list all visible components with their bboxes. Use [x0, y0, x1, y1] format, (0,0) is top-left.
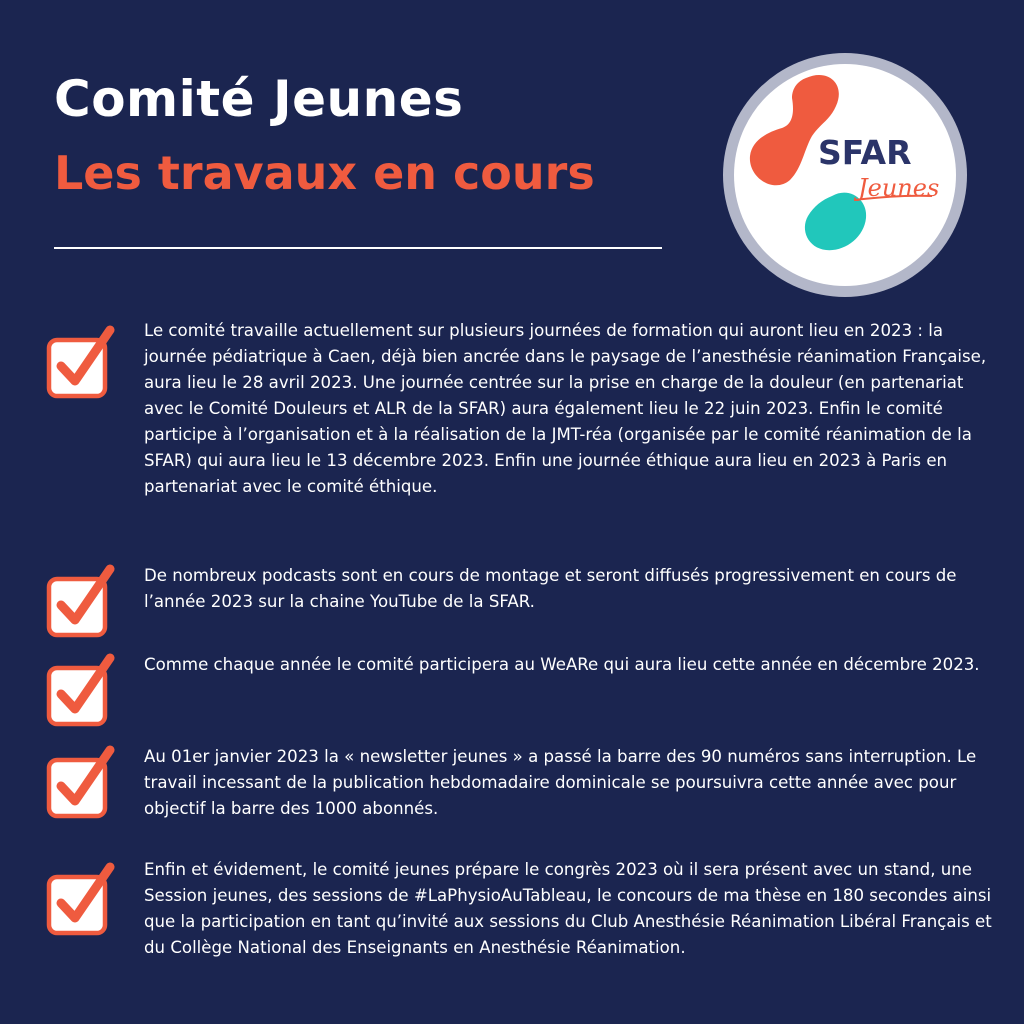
title-divider	[54, 247, 662, 249]
page-title: Comité Jeunes	[54, 70, 464, 128]
sfar-jeunes-logo	[720, 50, 970, 300]
checkbox-checked-icon	[46, 744, 116, 824]
page-subtitle: Les travaux en cours	[54, 146, 595, 200]
list-item-text: Comme chaque année le comité participera au WeARe qui aura lieu cette année en décembre 2023.	[144, 655, 980, 674]
checkbox-checked-icon	[46, 861, 116, 941]
logo-sfar-text: SFAR	[818, 133, 912, 172]
logo-jeunes-text: Jeunes	[858, 174, 940, 202]
list-item-text: De nombreux podcasts sont en cours de montage et seront diffusés progressivement en cours de l’année 2023 sur la chaine YouTube de la SFAR.	[144, 566, 957, 611]
checkbox-checked-icon	[46, 563, 116, 643]
list-item-text: Le comité travaille actuellement sur plusieurs journées de formation qui auront lieu en 2023 : la journée pédiatrique à Caen, déjà bien ancrée dans le paysage de l’anesthésie réanimation Française, aura lieu le 28 avril 2023. Une journée centrée sur la prise en charge de la douleur (en partenariat avec le Comité Douleurs et ALR de la SFAR) aura également lieu le 22 juin 2023. Enfin le comité participe à l’organisation et à la réalisation de la JMT-réa (organisée par le comité réanimation de la SFAR) qui aura lieu le 13 décembre 2023. Enfin une journée éthique aura lieu en 2023 à Paris en partenariat avec le comité éthique.	[144, 321, 987, 496]
checkbox-checked-icon	[46, 324, 116, 404]
checkbox-checked-icon	[46, 652, 116, 732]
list-item-text: Au 01er janvier 2023 la « newsletter jeunes » a passé la barre des 90 numéros sans interruption. Le travail incessant de la publication hebdomadaire dominicale se poursuivra cette année avec pour objectif la barre des 1000 abonnés.	[144, 747, 977, 818]
list-item-text: Enfin et évidement, le comité jeunes prépare le congrès 2023 où il sera présent avec un stand, une Session jeunes, des sessions de #LaPhysioAuTableau, le concours de ma thèse en 180 secondes ainsi que la participation en tant qu’invité aux sessions du Club Anesthésie Réanimation Libéral Français et du Collège National des Enseignants en Anesthésie Réanimation.	[144, 860, 992, 957]
